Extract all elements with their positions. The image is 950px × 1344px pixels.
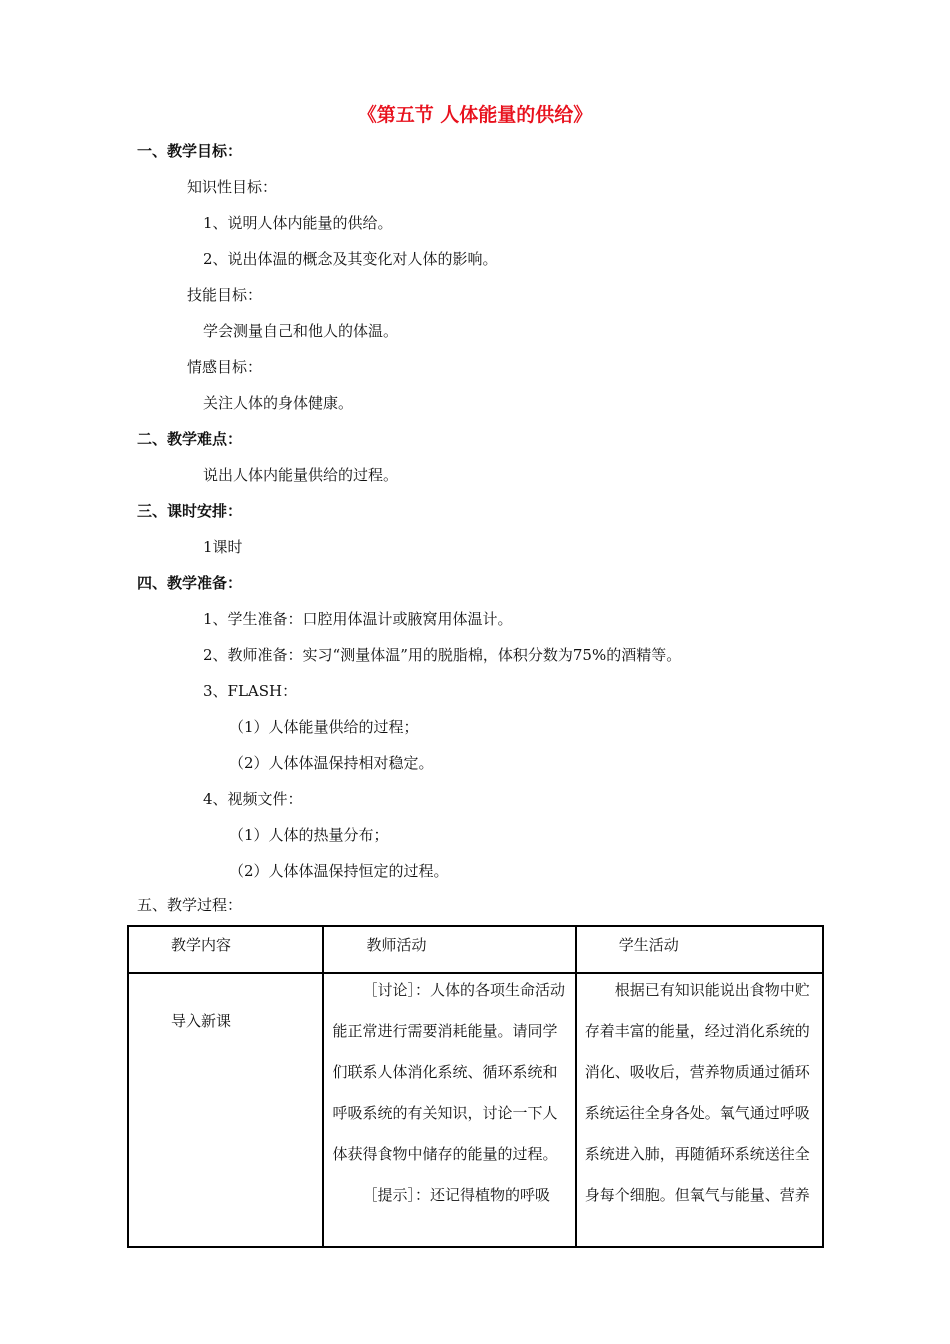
table-header-row [128, 926, 823, 973]
table-cell-content [128, 973, 323, 1247]
prep-subitem: （1）人体能量供给的过程； [229, 718, 419, 736]
table-header-cell: 教学内容 [128, 926, 323, 973]
prep-item: 1、学生准备：口腔用体温计或腋窝用体温计。 [203, 610, 513, 628]
teacher-activity-hint: ［提示］：还记得植物的呼吸 [362, 1186, 550, 1204]
prep-subitem: （2）人体体温保持相对稳定。 [229, 754, 434, 772]
heading-process: 五、教学过程： [137, 896, 243, 914]
heading-goals: 一、教学目标： [137, 142, 243, 160]
prep-item: 3、FLASH： [203, 682, 298, 700]
prep-subitem: （1）人体的热量分布； [229, 826, 389, 844]
emotion-goal-label: 情感目标： [187, 358, 263, 376]
table-cell-student [576, 973, 823, 1247]
heading-schedule: 三、课时安排： [137, 502, 243, 520]
knowledge-goal-item: 2、说出体温的概念及其变化对人体的影响。 [203, 250, 498, 268]
table-header-cell: 学生活动 [576, 926, 823, 973]
emotion-goal-text: 关注人体的身体健康。 [203, 394, 354, 412]
schedule-text: 1课时 [203, 538, 243, 556]
heading-prep: 四、教学准备： [137, 574, 243, 592]
table-row [128, 973, 823, 1247]
difficulty-text: 说出人体内能量供给的过程。 [203, 466, 399, 484]
table-cell-teacher [323, 973, 575, 1247]
knowledge-goal-item: 1、说明人体内能量的供给。 [203, 214, 393, 232]
heading-difficulty: 二、教学难点： [137, 430, 243, 448]
student-activity-text: 根据已有知识能说出食物中贮存着丰富的能量，经过消化系统的消化、吸收后，营养物质通过循环系统运往全身各处。氧气通过呼吸系统进入肺，再随循环系统送往全身每个细胞。但氧气与能量、营养 [584, 981, 810, 1204]
document-title: 《第五节 人体能量的供给》 [357, 104, 593, 126]
prep-subitem: （2）人体体温保持恒定的过程。 [229, 862, 449, 880]
teacher-activity-text: ［讨论］：人体的各项生命活动能正常进行需要消耗能量。请同学们联系人体消化系统、循环系统和呼吸系统的有关知识，讨论一下人体获得食物中储存的能量的过程。 [332, 981, 565, 1163]
prep-item: 2、教师准备：实习“测量体温”用的脱脂棉，体积分数为75%的酒精等。 [203, 646, 682, 664]
skill-goal-text: 学会测量自己和他人的体温。 [203, 322, 399, 340]
prep-item: 4、视频文件： [203, 790, 303, 808]
content-text: 导入新课 [171, 1012, 232, 1030]
knowledge-goal-label: 知识性目标： [187, 178, 278, 196]
table-header-cell: 教师活动 [323, 926, 575, 973]
lesson-process-table [127, 925, 824, 1248]
skill-goal-label: 技能目标： [187, 286, 263, 304]
